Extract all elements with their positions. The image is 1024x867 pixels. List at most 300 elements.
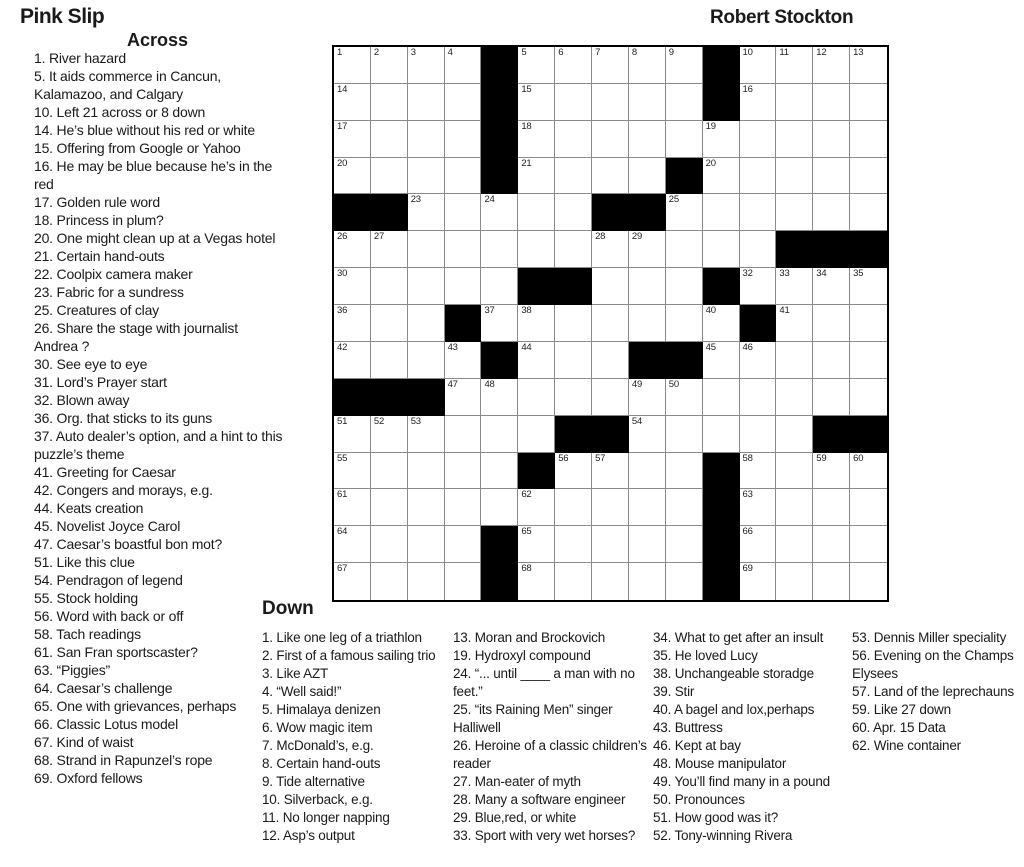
grid-cell[interactable] — [371, 453, 408, 490]
grid-cell-black — [481, 526, 518, 563]
grid-cell[interactable] — [813, 379, 850, 416]
grid-cell[interactable] — [555, 489, 592, 526]
grid-cell[interactable] — [371, 342, 408, 379]
cell-number: 33 — [779, 268, 790, 280]
cell-number: 18 — [521, 120, 532, 132]
grid-cell[interactable] — [555, 342, 592, 379]
grid-cell[interactable] — [555, 47, 592, 84]
cell-number: 37 — [484, 305, 495, 317]
grid-cell[interactable] — [445, 268, 482, 305]
grid-cell-black — [776, 231, 813, 268]
grid-cell[interactable] — [371, 416, 408, 453]
down-clue: 11. No longer napping — [262, 810, 390, 825]
grid-cell[interactable] — [703, 231, 740, 268]
cell-number: 21 — [521, 157, 532, 169]
grid-cell[interactable] — [629, 84, 666, 121]
cell-number: 20 — [705, 157, 716, 169]
grid-cell[interactable] — [629, 305, 666, 342]
down-clue: 12. Asp’s output — [262, 828, 355, 843]
grid-cell-black — [850, 416, 887, 453]
down-clue: 50. Pronounces — [653, 792, 745, 807]
grid-cell[interactable] — [592, 305, 629, 342]
grid-cell[interactable] — [666, 489, 703, 526]
grid-cell-black — [481, 342, 518, 379]
grid-cell[interactable] — [740, 47, 777, 84]
cell-number: 68 — [521, 563, 532, 575]
grid-cell[interactable] — [666, 84, 703, 121]
down-clue: 7. McDonald’s, e.g. — [262, 738, 374, 753]
grid-cell[interactable] — [629, 416, 666, 453]
grid-cell[interactable] — [555, 379, 592, 416]
grid-cell[interactable] — [850, 489, 887, 526]
grid-cell[interactable] — [813, 268, 850, 305]
grid-cell[interactable] — [408, 84, 445, 121]
grid-cell[interactable] — [555, 453, 592, 490]
grid-cell-black — [481, 158, 518, 195]
grid-cell[interactable] — [408, 268, 445, 305]
down-clue-column-3 — [653, 629, 849, 845]
grid-cell[interactable] — [666, 121, 703, 158]
grid-cell[interactable] — [371, 121, 408, 158]
across-clue: 22. Coolpix camera maker — [34, 266, 193, 282]
grid-cell[interactable] — [740, 526, 777, 563]
grid-cell-black — [592, 194, 629, 231]
grid-cell[interactable] — [703, 194, 740, 231]
cell-number: 29 — [631, 231, 643, 243]
grid-cell[interactable] — [850, 158, 887, 195]
cell-number: 20 — [337, 157, 348, 169]
grid-cell[interactable] — [408, 489, 445, 526]
grid-cell[interactable] — [555, 563, 592, 600]
grid-cell-black — [481, 47, 518, 84]
grid-cell[interactable] — [518, 305, 555, 342]
grid-cell[interactable] — [813, 453, 850, 490]
grid-cell[interactable] — [334, 453, 371, 490]
grid-cell[interactable] — [371, 489, 408, 526]
grid-cell[interactable] — [371, 231, 408, 268]
cell-number: 32 — [742, 268, 753, 280]
cell-number: 6 — [558, 47, 564, 58]
grid-cell[interactable] — [445, 158, 482, 195]
grid-cell[interactable] — [371, 84, 408, 121]
across-clue: 47. Caesar’s boastful bon mot? — [34, 536, 223, 552]
grid-cell[interactable] — [555, 194, 592, 231]
grid-cell[interactable] — [592, 563, 629, 600]
grid-cell[interactable] — [850, 453, 887, 490]
grid-cell[interactable] — [518, 526, 555, 563]
grid-cell[interactable] — [776, 158, 813, 195]
down-clue: 4. “Well said!” — [262, 684, 342, 699]
grid-cell[interactable] — [555, 231, 592, 268]
grid-cell[interactable] — [408, 231, 445, 268]
cell-number: 10 — [742, 47, 753, 58]
grid-cell[interactable] — [334, 342, 371, 379]
grid-cell[interactable] — [629, 158, 666, 195]
down-clue: 8. Certain hand-outs — [262, 756, 381, 771]
grid-cell[interactable] — [703, 158, 740, 195]
down-clue-column-4 — [852, 629, 1018, 755]
cell-number: 54 — [631, 415, 643, 427]
across-clue: 5. It aids commerce in Cancun, Kalamazoo, and Calgary — [34, 68, 221, 102]
grid-cell[interactable] — [629, 379, 666, 416]
cell-number: 67 — [337, 563, 348, 575]
grid-cell[interactable] — [703, 342, 740, 379]
grid-cell[interactable] — [813, 305, 850, 342]
cell-number: 66 — [742, 526, 753, 538]
grid-cell[interactable] — [703, 121, 740, 158]
grid-cell[interactable] — [813, 194, 850, 231]
grid-cell[interactable] — [408, 194, 445, 231]
down-clue: 27. Man-eater of myth — [453, 774, 581, 789]
down-clue: 29. Blue,red, or white — [453, 810, 577, 825]
grid-cell[interactable] — [518, 84, 555, 121]
grid-cell[interactable] — [481, 416, 518, 453]
cell-number: 49 — [631, 378, 643, 390]
grid-cell[interactable] — [629, 526, 666, 563]
grid-cell[interactable] — [850, 84, 887, 121]
grid-cell[interactable] — [850, 47, 887, 84]
grid-cell[interactable] — [408, 342, 445, 379]
grid-cell[interactable] — [518, 47, 555, 84]
cell-number: 57 — [595, 452, 606, 464]
cell-number: 53 — [410, 415, 421, 427]
grid-cell[interactable] — [481, 489, 518, 526]
grid-cell[interactable] — [518, 416, 555, 453]
down-clue: 6. Wow magic item — [262, 720, 373, 735]
down-clue: 1. Like one leg of a triathlon — [262, 630, 422, 645]
grid-cell[interactable] — [629, 563, 666, 600]
grid-cell[interactable] — [555, 305, 592, 342]
grid-cell[interactable] — [850, 379, 887, 416]
grid-cell[interactable] — [445, 379, 482, 416]
grid-cell[interactable] — [592, 342, 629, 379]
grid-cell[interactable] — [518, 563, 555, 600]
cell-number: 60 — [853, 452, 864, 464]
grid-cell[interactable] — [740, 563, 777, 600]
cell-number: 12 — [816, 47, 827, 58]
cell-number: 42 — [337, 341, 348, 353]
across-clue: 10. Left 21 across or 8 down — [34, 104, 206, 120]
grid-cell[interactable] — [813, 84, 850, 121]
grid-cell-black — [666, 342, 703, 379]
grid-cell[interactable] — [776, 194, 813, 231]
grid-cell[interactable] — [776, 379, 813, 416]
grid-cell[interactable] — [850, 121, 887, 158]
across-clue: 44. Keats creation — [34, 500, 144, 516]
down-clue: 49. You’ll find many in a pound — [653, 774, 830, 789]
grid-cell[interactable] — [555, 84, 592, 121]
grid-cell-black — [371, 379, 408, 416]
cell-number: 38 — [521, 305, 532, 317]
grid-cell[interactable] — [445, 342, 482, 379]
grid-cell[interactable] — [666, 231, 703, 268]
cell-number: 15 — [521, 83, 532, 95]
across-clue: 1. River hazard — [34, 50, 126, 66]
grid-cell[interactable] — [776, 526, 813, 563]
grid-cell-black — [629, 194, 666, 231]
grid-cell[interactable] — [408, 47, 445, 84]
grid-cell[interactable] — [776, 453, 813, 490]
grid-cell[interactable] — [740, 489, 777, 526]
grid-cell-black — [666, 158, 703, 195]
grid-cell[interactable] — [334, 158, 371, 195]
grid-cell[interactable] — [334, 416, 371, 453]
grid-cell[interactable] — [481, 194, 518, 231]
grid-cell[interactable] — [776, 342, 813, 379]
down-clue: 34. What to get after an insult — [653, 630, 824, 645]
grid-cell[interactable] — [776, 47, 813, 84]
grid-cell[interactable] — [371, 158, 408, 195]
grid-cell[interactable] — [666, 379, 703, 416]
grid-cell[interactable] — [740, 121, 777, 158]
grid-cell[interactable] — [334, 47, 371, 84]
cell-number: 65 — [521, 526, 532, 538]
grid-cell[interactable] — [740, 194, 777, 231]
down-clue: 52. Tony-winning Rivera — [653, 828, 793, 843]
cell-number: 36 — [337, 305, 348, 317]
grid-cell[interactable] — [629, 231, 666, 268]
across-clue: 31. Lord’s Prayer start — [34, 374, 167, 390]
cell-number: 16 — [742, 83, 753, 95]
grid-cell[interactable] — [776, 563, 813, 600]
grid-cell[interactable] — [445, 416, 482, 453]
grid-cell[interactable] — [518, 342, 555, 379]
grid-cell[interactable] — [776, 121, 813, 158]
grid-cell[interactable] — [629, 453, 666, 490]
cell-number: 7 — [595, 47, 601, 58]
grid-cell[interactable] — [555, 158, 592, 195]
grid-cell[interactable] — [776, 416, 813, 453]
grid-cell[interactable] — [850, 563, 887, 600]
grid-cell[interactable] — [813, 342, 850, 379]
cell-number: 43 — [447, 341, 458, 353]
grid-cell[interactable] — [334, 526, 371, 563]
grid-cell[interactable] — [481, 268, 518, 305]
across-clue: 41. Greeting for Caesar — [34, 464, 176, 480]
grid-cell[interactable] — [518, 194, 555, 231]
grid-cell[interactable] — [776, 268, 813, 305]
grid-cell[interactable] — [481, 305, 518, 342]
cell-number: 50 — [668, 378, 679, 390]
cell-number: 69 — [742, 563, 753, 575]
grid-cell[interactable] — [740, 416, 777, 453]
grid-cell[interactable] — [592, 47, 629, 84]
grid-cell[interactable] — [629, 489, 666, 526]
cell-number: 27 — [373, 231, 385, 243]
down-clue-column-1 — [262, 629, 450, 845]
grid-cell-black — [629, 342, 666, 379]
grid-cell-black — [703, 268, 740, 305]
grid-cell[interactable] — [408, 305, 445, 342]
grid-cell[interactable] — [481, 379, 518, 416]
cell-number: 5 — [521, 47, 527, 58]
grid-cell[interactable] — [666, 453, 703, 490]
across-clue: 69. Oxford fellows — [34, 770, 143, 786]
grid-cell[interactable] — [481, 453, 518, 490]
grid-cell[interactable] — [334, 489, 371, 526]
grid-cell[interactable] — [629, 121, 666, 158]
grid-cell[interactable] — [703, 379, 740, 416]
cell-number: 17 — [337, 120, 348, 132]
grid-cell[interactable] — [666, 305, 703, 342]
grid-cell-black — [481, 121, 518, 158]
grid-cell[interactable] — [445, 563, 482, 600]
cell-number: 55 — [337, 452, 348, 464]
grid-cell[interactable] — [334, 231, 371, 268]
grid-cell[interactable] — [740, 453, 777, 490]
cell-number: 51 — [337, 415, 348, 427]
grid-cell[interactable] — [371, 268, 408, 305]
grid-cell[interactable] — [518, 121, 555, 158]
grid-cell[interactable] — [629, 47, 666, 84]
cell-number: 58 — [742, 452, 753, 464]
grid-cell[interactable] — [740, 342, 777, 379]
cell-number: 34 — [816, 268, 827, 280]
grid-cell[interactable] — [334, 84, 371, 121]
grid-cell[interactable] — [518, 489, 555, 526]
grid-cell[interactable] — [740, 158, 777, 195]
grid-cell[interactable] — [334, 121, 371, 158]
grid-cell[interactable] — [445, 84, 482, 121]
cell-number: 13 — [853, 47, 864, 58]
cell-number: 35 — [853, 268, 864, 280]
cell-number: 8 — [631, 47, 638, 58]
down-clue: 26. Heroine of a classic children’s reader — [453, 738, 647, 771]
cell-number: 3 — [410, 47, 416, 58]
grid-cell[interactable] — [850, 342, 887, 379]
grid-cell[interactable] — [445, 194, 482, 231]
grid-cell-black — [703, 526, 740, 563]
grid-cell[interactable] — [334, 563, 371, 600]
grid-cell[interactable] — [592, 121, 629, 158]
grid-cell-black — [334, 379, 371, 416]
grid-cell-black — [740, 305, 777, 342]
grid-cell[interactable] — [740, 84, 777, 121]
grid-cell[interactable] — [703, 305, 740, 342]
across-clue: 64. Caesar’s challenge — [34, 680, 173, 696]
grid-cell[interactable] — [629, 268, 666, 305]
grid-cell[interactable] — [850, 268, 887, 305]
cell-number: 23 — [410, 194, 421, 206]
across-clue: 65. One with grievances, perhaps — [34, 698, 237, 714]
grid-cell[interactable] — [445, 526, 482, 563]
cell-number: 48 — [484, 378, 495, 390]
across-clue: 51. Like this clue — [34, 554, 135, 570]
grid-cell[interactable] — [740, 268, 777, 305]
grid-cell[interactable] — [371, 563, 408, 600]
grid-cell[interactable] — [813, 121, 850, 158]
grid-cell[interactable] — [592, 231, 629, 268]
cell-number: 52 — [373, 415, 385, 427]
across-clue: 23. Fabric for a sundress — [34, 284, 184, 300]
down-clue-column-2 — [453, 629, 649, 845]
grid-cell[interactable] — [592, 84, 629, 121]
grid-cell[interactable] — [813, 47, 850, 84]
grid-cell[interactable] — [740, 379, 777, 416]
grid-cell[interactable] — [592, 453, 629, 490]
grid-cell[interactable] — [666, 194, 703, 231]
grid-cell[interactable] — [592, 489, 629, 526]
cell-number: 59 — [816, 452, 827, 464]
grid-cell[interactable] — [592, 268, 629, 305]
grid-cell[interactable] — [813, 526, 850, 563]
grid-cell[interactable] — [408, 121, 445, 158]
grid-cell[interactable] — [776, 305, 813, 342]
grid-cell[interactable] — [371, 47, 408, 84]
down-clue: 53. Dennis Miller speciality — [852, 630, 1007, 645]
cell-number: 4 — [447, 47, 453, 58]
grid-cell[interactable] — [334, 268, 371, 305]
grid-cell[interactable] — [445, 453, 482, 490]
grid-cell[interactable] — [592, 158, 629, 195]
grid-cell[interactable] — [445, 489, 482, 526]
cell-number: 9 — [668, 47, 674, 58]
grid-cell[interactable] — [666, 47, 703, 84]
grid-cell[interactable] — [518, 158, 555, 195]
grid-cell-black — [334, 194, 371, 231]
down-clue: 28. Many a software engineer — [453, 792, 626, 807]
grid-cell[interactable] — [334, 305, 371, 342]
grid-cell[interactable] — [445, 121, 482, 158]
grid-cell[interactable] — [408, 563, 445, 600]
grid-cell[interactable] — [776, 489, 813, 526]
down-clue: 9. Tide alternative — [262, 774, 365, 789]
grid-cell[interactable] — [850, 194, 887, 231]
grid-cell[interactable] — [518, 379, 555, 416]
grid-cell[interactable] — [666, 268, 703, 305]
grid-cell[interactable] — [408, 158, 445, 195]
grid-cell[interactable] — [666, 416, 703, 453]
grid-cell[interactable] — [776, 84, 813, 121]
across-clue: 68. Strand in Rapunzel’s rope — [34, 752, 213, 768]
grid-cell[interactable] — [592, 526, 629, 563]
grid-cell[interactable] — [666, 526, 703, 563]
grid-cell[interactable] — [850, 305, 887, 342]
grid-cell[interactable] — [813, 563, 850, 600]
grid-cell[interactable] — [850, 526, 887, 563]
across-clue: 32. Blown away — [34, 392, 130, 408]
grid-cell[interactable] — [592, 379, 629, 416]
grid-cell[interactable] — [740, 231, 777, 268]
grid-cell[interactable] — [666, 563, 703, 600]
cell-number: 41 — [779, 305, 790, 317]
across-clue: 16. He may be blue because he’s in the red — [34, 158, 273, 192]
grid-cell[interactable] — [408, 526, 445, 563]
down-clue: 25. “its Raining Men” singer Halliwell — [453, 702, 613, 735]
across-clue: 15. Offering from Google or Yahoo — [34, 140, 241, 156]
grid-cell-black — [703, 47, 740, 84]
grid-cell[interactable] — [555, 526, 592, 563]
grid-cell[interactable] — [703, 416, 740, 453]
grid-cell[interactable] — [555, 121, 592, 158]
cell-number: 61 — [337, 489, 348, 501]
grid-cell[interactable] — [481, 231, 518, 268]
cell-number: 1 — [337, 47, 343, 58]
grid-cell[interactable] — [371, 305, 408, 342]
grid-cell[interactable] — [408, 416, 445, 453]
grid-cell[interactable] — [813, 489, 850, 526]
grid-cell[interactable] — [371, 526, 408, 563]
cell-number: 40 — [705, 305, 716, 317]
grid-cell[interactable] — [518, 231, 555, 268]
grid-cell-black — [481, 84, 518, 121]
cell-number: 2 — [373, 47, 379, 58]
author-name: Robert Stockton — [710, 7, 854, 28]
grid-cell[interactable] — [445, 231, 482, 268]
grid-cell[interactable] — [408, 453, 445, 490]
grid-cell[interactable] — [813, 158, 850, 195]
grid-cell[interactable] — [445, 47, 482, 84]
